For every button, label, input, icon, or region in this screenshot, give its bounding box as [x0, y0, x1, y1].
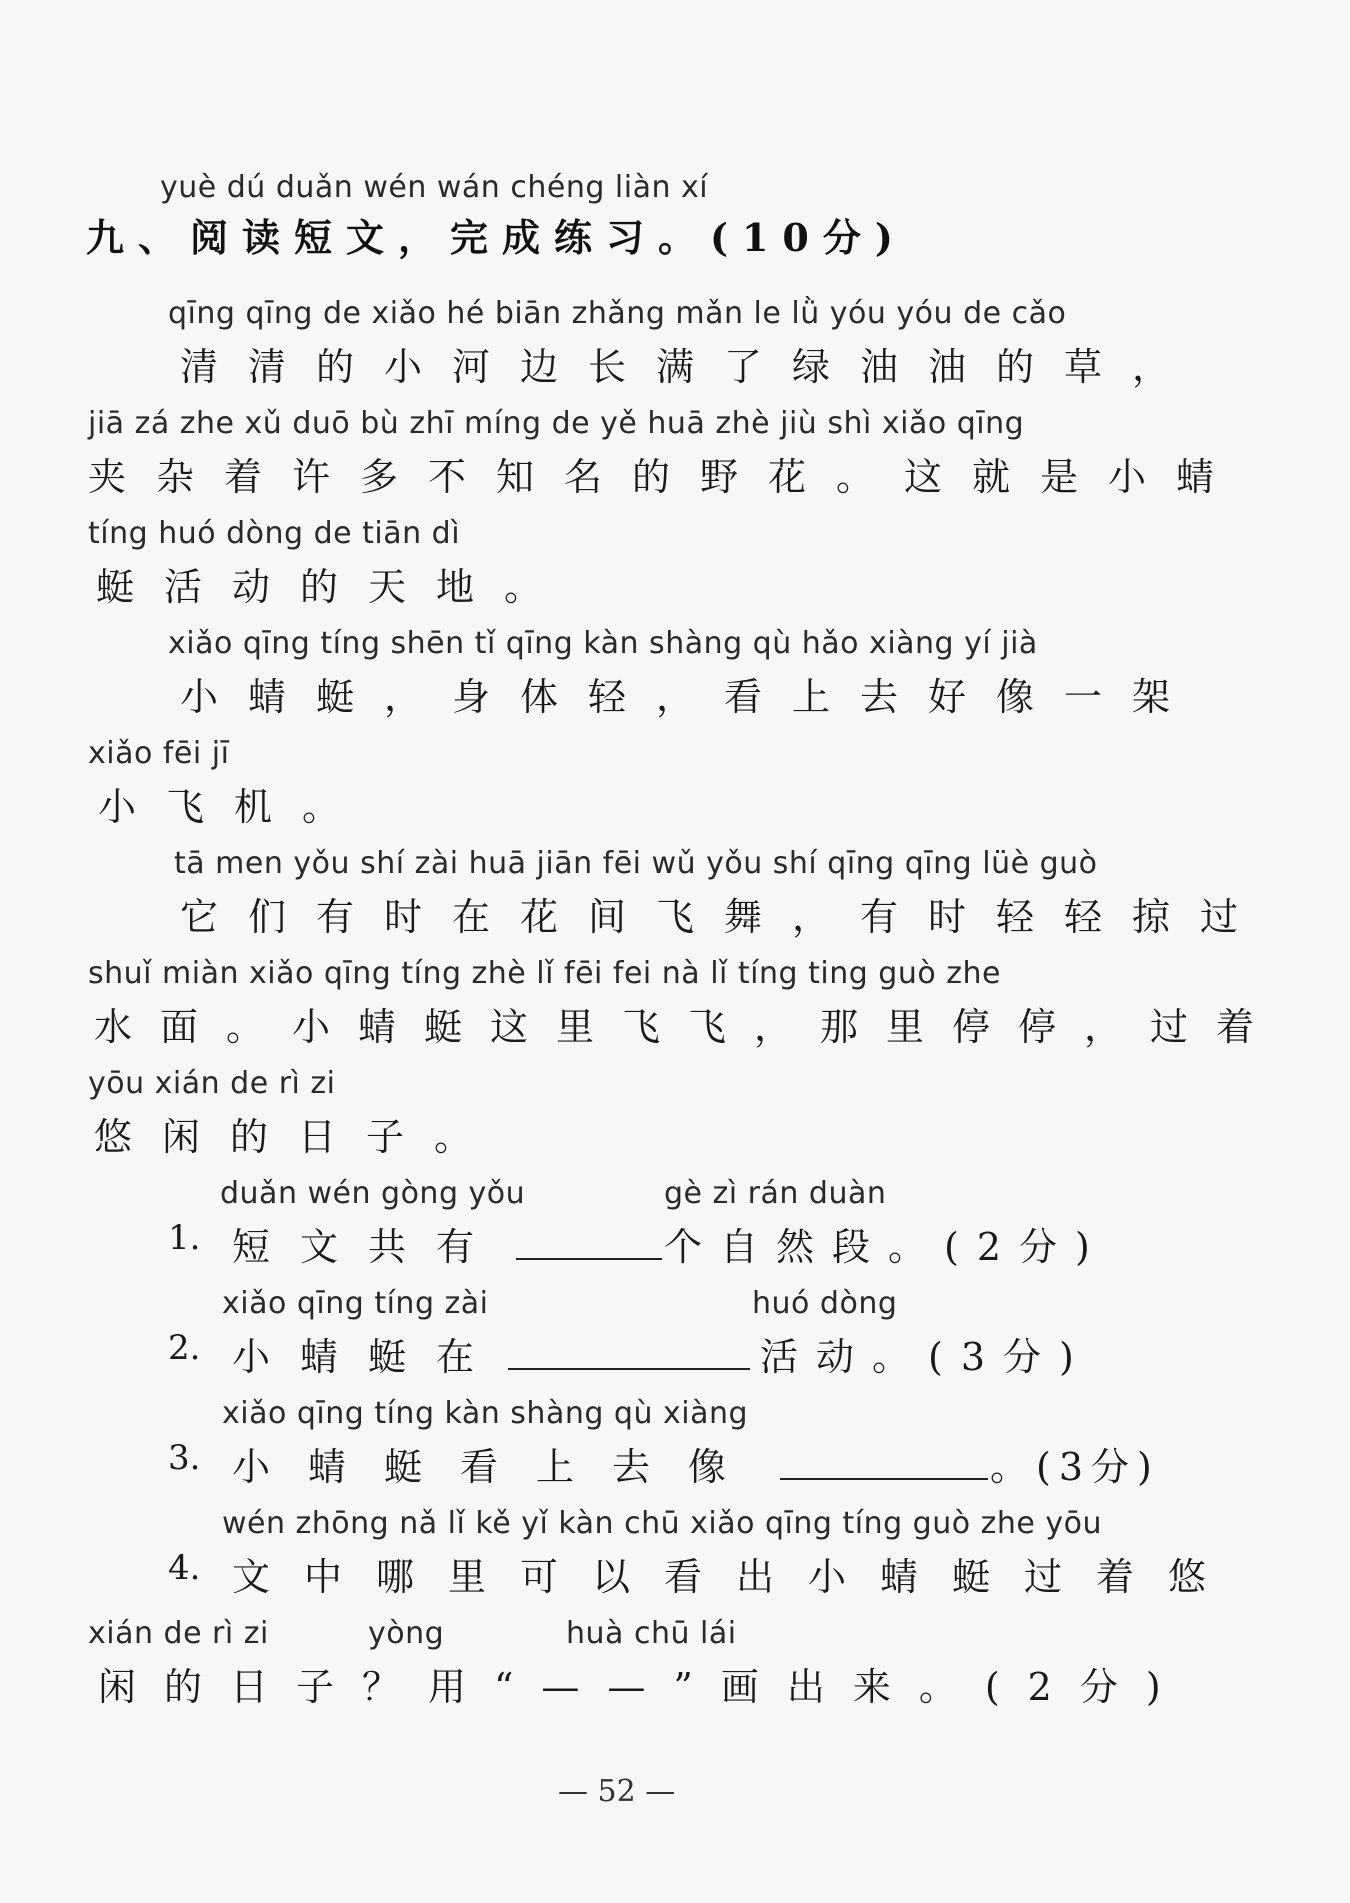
page-number: — 52 —	[558, 1774, 676, 1809]
question-text: 活动。(3分)	[760, 1335, 1092, 1379]
question-text: 文中哪里可以看出小蜻蜓过着悠	[232, 1555, 1241, 1599]
passage-pinyin-line: jiā zá zhe xǔ duō bù zhī míng de yě huā zhè jiù shì xiǎo qīng	[88, 406, 1025, 441]
question-text: 小蜻蜓看上去像	[232, 1445, 765, 1489]
passage-text-line: 水面。小蜻蜓这里飞飞，那里停停，过着	[94, 1005, 1283, 1049]
passage-pinyin-line: yōu xián de rì zi	[88, 1066, 336, 1101]
passage-text-line: 它们有时在花间飞舞，有时轻轻掠过	[180, 895, 1269, 939]
question-number: 3.	[168, 1438, 201, 1478]
question-number: 4.	[168, 1548, 201, 1588]
question-pinyin: duǎn wén gòng yǒu	[220, 1176, 526, 1211]
question-pinyin: xiǎo qīng tíng zài	[222, 1286, 489, 1321]
question-pinyin: xiǎo qīng tíng kàn shàng qù xiàng	[222, 1396, 749, 1431]
question-pinyin: wén zhōng nǎ lǐ kě yǐ kàn chū xiǎo qīng tíng guò zhe yōu	[222, 1506, 1102, 1541]
question-text: 个自然段。(2分)	[664, 1225, 1108, 1269]
section-title: 九、阅读短文，完成练习。(10分)	[86, 215, 907, 260]
question-pinyin: yòng	[368, 1616, 445, 1651]
passage-text-line: 清清的小河边长满了绿油油的草，	[180, 345, 1201, 389]
passage-pinyin-line: xiǎo fēi jī	[88, 736, 230, 771]
question-number: 2.	[168, 1328, 201, 1368]
question-pinyin: huó dòng	[752, 1286, 898, 1321]
passage-text-line: 小飞机。	[98, 785, 371, 829]
question-pinyin: gè zì rán duàn	[664, 1176, 887, 1211]
answer-blank[interactable]	[780, 1478, 988, 1480]
question-pinyin: huà chū lái	[566, 1616, 737, 1651]
answer-blank[interactable]	[516, 1258, 662, 1260]
answer-blank[interactable]	[508, 1368, 750, 1370]
passage-pinyin-line: xiǎo qīng tíng shēn tǐ qīng kàn shàng qù hǎo xiàng yí jià	[168, 626, 1038, 661]
passage-pinyin-line: qīng qīng de xiǎo hé biān zhǎng mǎn le lǜ yóu yóu de cǎo	[168, 296, 1067, 331]
question-pinyin: xián de rì zi	[88, 1616, 269, 1651]
passage-pinyin-line: shuǐ miàn xiǎo qīng tíng zhè lǐ fēi fei nà lǐ tíng ting guò zhe	[88, 956, 1001, 991]
question-text: 。(3分)	[990, 1445, 1160, 1489]
question-text: 短文共有	[232, 1225, 505, 1269]
section-title-pinyin: yuè dú duǎn wén wán chéng liàn xí	[160, 170, 709, 205]
question-text: 小蜻蜓在	[232, 1335, 505, 1379]
passage-text-line: 夹杂着许多不知名的野花。这就是小蜻	[88, 455, 1245, 499]
passage-text-line: 悠闲的日子。	[94, 1115, 503, 1159]
question-number: 1.	[168, 1218, 201, 1258]
passage-text-line: 小蜻蜓，身体轻，看上去好像一架	[180, 675, 1201, 719]
passage-pinyin-line: tíng huó dòng de tiān dì	[88, 516, 461, 551]
passage-pinyin-line: tā men yǒu shí zài huā jiān fēi wǔ yǒu shí qīng qīng lüè guò	[174, 846, 1098, 881]
passage-text-line: 蜓活动的天地。	[96, 565, 573, 609]
question-text: 闲的日子？用“——”画出来。(2分)	[98, 1665, 1189, 1709]
